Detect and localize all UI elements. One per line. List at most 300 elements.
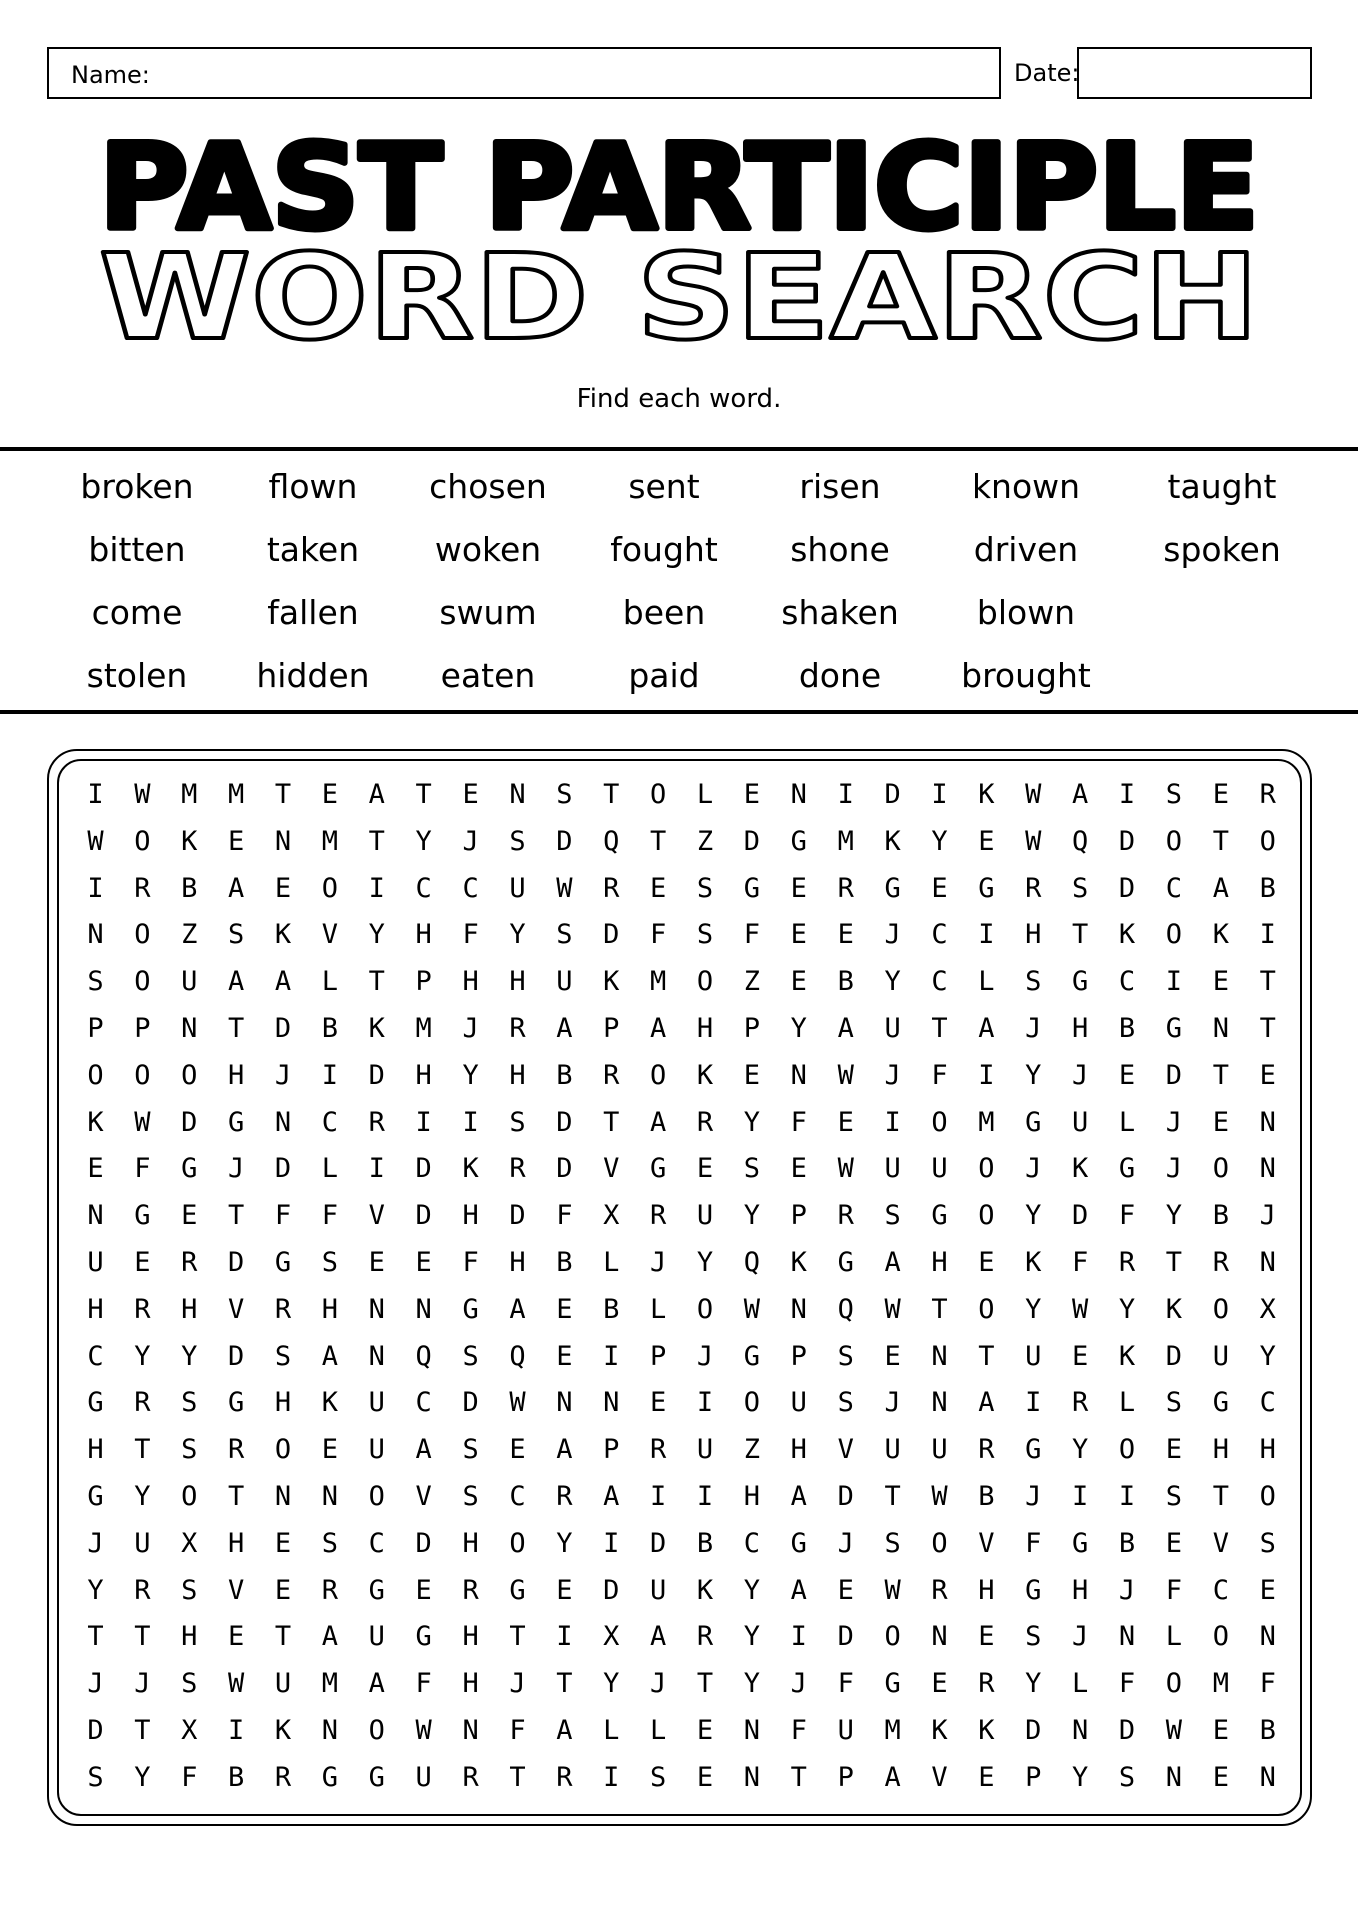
grid-cell[interactable]: B	[227, 1761, 245, 1793]
grid-cell[interactable]: K	[1072, 1153, 1089, 1185]
grid-cell[interactable]: D	[884, 779, 901, 810]
grid-cell[interactable]: P	[87, 1012, 104, 1044]
grid-cell[interactable]: G	[181, 1153, 198, 1185]
grid-cell[interactable]: T	[556, 1668, 573, 1700]
grid-cell[interactable]: G	[790, 1527, 807, 1559]
grid-cell[interactable]: X	[181, 1714, 198, 1746]
grid-cell[interactable]: J	[462, 825, 479, 857]
grid-cell[interactable]: W	[556, 872, 573, 904]
grid-cell[interactable]: N	[321, 1480, 339, 1512]
grid-cell[interactable]: G	[1165, 1012, 1183, 1044]
grid-cell[interactable]: B	[1118, 1012, 1136, 1044]
grid-cell[interactable]: W	[884, 1574, 901, 1606]
grid-cell[interactable]: T	[368, 966, 385, 998]
grid-cell[interactable]: Y	[134, 1480, 151, 1512]
grid-cell[interactable]: E	[790, 872, 807, 904]
grid-cell[interactable]: J	[650, 1246, 667, 1278]
grid-cell[interactable]: K	[1118, 919, 1136, 951]
grid-cell[interactable]: B	[556, 1059, 573, 1091]
grid-cell[interactable]: K	[978, 1714, 995, 1746]
grid-cell[interactable]: G	[1118, 1153, 1136, 1185]
grid-cell[interactable]: T	[1212, 1059, 1229, 1091]
grid-cell[interactable]: E	[931, 872, 948, 904]
grid-cell[interactable]: W	[415, 1714, 432, 1746]
grid-cell[interactable]: H	[274, 1387, 292, 1419]
grid-cell[interactable]: A	[321, 1340, 339, 1372]
grid-cell[interactable]: H	[87, 1434, 104, 1466]
grid-cell[interactable]: N	[931, 1387, 948, 1419]
grid-cell[interactable]: T	[978, 1340, 995, 1372]
grid-cell[interactable]: W	[837, 1059, 854, 1091]
grid-cell[interactable]: W	[134, 1106, 151, 1138]
grid-cell[interactable]: U	[931, 1434, 948, 1466]
grid-cell[interactable]: U	[87, 1246, 104, 1278]
grid-cell[interactable]: O	[181, 1059, 198, 1091]
grid-cell[interactable]: O	[1259, 1480, 1276, 1512]
grid-cell[interactable]: D	[1165, 1059, 1183, 1091]
grid-cell[interactable]: F	[462, 919, 479, 951]
grid-cell[interactable]: E	[274, 1527, 292, 1559]
grid-cell[interactable]: K	[696, 1059, 714, 1091]
grid-cell[interactable]: I	[603, 1761, 620, 1793]
grid-cell[interactable]: Y	[743, 1621, 761, 1653]
grid-cell[interactable]: H	[181, 1621, 198, 1653]
grid-cell[interactable]: T	[1072, 919, 1089, 951]
grid-cell[interactable]: I	[368, 872, 385, 904]
grid-cell[interactable]: M	[978, 1106, 995, 1138]
grid-cell[interactable]: O	[134, 1059, 151, 1091]
grid-cell[interactable]: A	[1212, 872, 1229, 904]
grid-cell[interactable]: N	[415, 1293, 432, 1325]
grid-cell[interactable]: S	[837, 1387, 854, 1419]
grid-cell[interactable]: W	[509, 1387, 526, 1419]
grid-cell[interactable]: D	[1072, 1200, 1089, 1232]
grid-cell[interactable]: P	[650, 1340, 667, 1372]
grid-cell[interactable]: I	[87, 779, 104, 810]
grid-cell[interactable]: S	[181, 1387, 198, 1419]
grid-cell[interactable]: O	[978, 1200, 995, 1232]
grid-cell[interactable]: T	[931, 1012, 948, 1044]
grid-cell[interactable]: V	[978, 1527, 995, 1559]
grid-cell[interactable]: N	[321, 1714, 339, 1746]
grid-cell[interactable]: N	[274, 825, 292, 857]
grid-cell[interactable]: R	[837, 872, 854, 904]
grid-cell[interactable]: N	[743, 1714, 761, 1746]
grid-cell[interactable]: G	[743, 872, 761, 904]
grid-cell[interactable]: O	[931, 1106, 948, 1138]
grid-cell[interactable]: K	[1118, 1340, 1136, 1372]
grid-cell[interactable]: E	[696, 1153, 714, 1185]
grid-cell[interactable]: B	[181, 872, 198, 904]
grid-cell[interactable]: G	[884, 1668, 901, 1700]
grid-cell[interactable]: Q	[415, 1340, 432, 1372]
grid-cell[interactable]: J	[884, 1387, 901, 1419]
grid-cell[interactable]: A	[274, 966, 292, 998]
grid-cell[interactable]: J	[790, 1668, 807, 1700]
grid-cell[interactable]: O	[743, 1387, 761, 1419]
grid-cell[interactable]: C	[87, 1340, 104, 1372]
grid-cell[interactable]: G	[837, 1246, 854, 1278]
grid-cell[interactable]: F	[1118, 1668, 1136, 1700]
grid-cell[interactable]: I	[1118, 779, 1136, 810]
grid-cell[interactable]: K	[462, 1153, 479, 1185]
grid-cell[interactable]: Y	[368, 919, 385, 951]
grid-cell[interactable]: U	[368, 1387, 385, 1419]
grid-cell[interactable]: E	[1212, 1106, 1229, 1138]
grid-cell[interactable]: C	[1118, 966, 1136, 998]
grid-cell[interactable]: G	[134, 1200, 151, 1232]
grid-cell[interactable]: A	[556, 1012, 573, 1044]
grid-cell[interactable]: W	[1165, 1714, 1183, 1746]
grid-cell[interactable]: I	[884, 1106, 901, 1138]
grid-cell[interactable]: K	[274, 1714, 292, 1746]
grid-cell[interactable]: C	[743, 1527, 761, 1559]
grid-cell[interactable]: Q	[743, 1246, 761, 1278]
grid-cell[interactable]: S	[1259, 1527, 1276, 1559]
grid-cell[interactable]: N	[274, 1480, 292, 1512]
grid-cell[interactable]: J	[1165, 1106, 1183, 1138]
grid-cell[interactable]: J	[650, 1668, 667, 1700]
grid-cell[interactable]: S	[884, 1200, 901, 1232]
grid-cell[interactable]: O	[1165, 1668, 1183, 1700]
grid-cell[interactable]: Q	[837, 1293, 854, 1325]
grid-cell[interactable]: E	[415, 1574, 432, 1606]
grid-cell[interactable]: F	[650, 919, 667, 951]
grid-cell[interactable]: T	[1165, 1246, 1183, 1278]
name-field[interactable]	[47, 47, 1001, 99]
grid-cell[interactable]: K	[1165, 1293, 1183, 1325]
grid-cell[interactable]: H	[321, 1293, 339, 1325]
grid-cell[interactable]: H	[743, 1480, 761, 1512]
grid-cell[interactable]: E	[978, 1246, 995, 1278]
grid-cell[interactable]: C	[931, 966, 948, 998]
grid-cell[interactable]: I	[931, 779, 948, 810]
grid-cell[interactable]: Y	[1025, 1668, 1042, 1700]
grid-cell[interactable]: J	[227, 1153, 245, 1185]
grid-cell[interactable]: G	[1025, 1106, 1042, 1138]
grid-cell[interactable]: A	[556, 1714, 573, 1746]
grid-cell[interactable]: I	[978, 919, 995, 951]
grid-cell[interactable]: E	[837, 1106, 854, 1138]
grid-cell[interactable]: R	[227, 1434, 245, 1466]
grid-cell[interactable]: J	[1072, 1059, 1089, 1091]
grid-cell[interactable]: N	[1072, 1714, 1089, 1746]
grid-cell[interactable]: F	[743, 919, 761, 951]
grid-cell[interactable]: A	[227, 966, 245, 998]
grid-cell[interactable]: U	[931, 1153, 948, 1185]
grid-cell[interactable]: P	[743, 1012, 761, 1044]
grid-cell[interactable]: R	[650, 1200, 667, 1232]
grid-cell[interactable]: M	[1212, 1668, 1229, 1700]
grid-cell[interactable]: O	[87, 1059, 104, 1091]
grid-cell[interactable]: W	[1025, 779, 1042, 810]
grid-cell[interactable]: S	[87, 966, 104, 998]
grid-cell[interactable]: N	[462, 1714, 479, 1746]
grid-cell[interactable]: E	[1072, 1340, 1089, 1372]
grid-cell[interactable]: T	[274, 1621, 292, 1653]
grid-cell[interactable]: N	[1259, 1153, 1276, 1185]
grid-cell[interactable]: F	[1165, 1574, 1183, 1606]
grid-cell[interactable]: D	[1118, 872, 1136, 904]
grid-cell[interactable]: N	[1259, 1246, 1276, 1278]
grid-cell[interactable]: D	[650, 1527, 667, 1559]
grid-cell[interactable]: F	[415, 1668, 432, 1700]
grid-cell[interactable]: P	[603, 1012, 620, 1044]
grid-cell[interactable]: S	[227, 919, 245, 951]
grid-cell[interactable]: N	[1259, 1761, 1276, 1793]
grid-cell[interactable]: N	[274, 1106, 292, 1138]
grid-cell[interactable]: T	[790, 1761, 807, 1793]
grid-cell[interactable]: E	[1165, 1527, 1183, 1559]
grid-cell[interactable]: M	[884, 1714, 901, 1746]
grid-cell[interactable]: S	[274, 1340, 292, 1372]
grid-cell[interactable]: V	[415, 1480, 432, 1512]
grid-cell[interactable]: F	[790, 1714, 807, 1746]
grid-cell[interactable]: A	[556, 1434, 573, 1466]
grid-cell[interactable]: E	[274, 1574, 292, 1606]
grid-cell[interactable]: G	[509, 1574, 526, 1606]
grid-cell[interactable]: G	[1025, 1434, 1042, 1466]
grid-cell[interactable]: Q	[509, 1340, 526, 1372]
grid-cell[interactable]: S	[650, 1761, 667, 1793]
grid-cell[interactable]: E	[1259, 1059, 1276, 1091]
grid-cell[interactable]: K	[87, 1106, 104, 1138]
grid-cell[interactable]: N	[790, 1293, 807, 1325]
grid-cell[interactable]: G	[368, 1574, 385, 1606]
grid-cell[interactable]: C	[931, 919, 948, 951]
grid-cell[interactable]: U	[1072, 1106, 1089, 1138]
grid-cell[interactable]: B	[321, 1012, 339, 1044]
grid-cell[interactable]: K	[1212, 919, 1229, 951]
grid-cell[interactable]: J	[509, 1668, 526, 1700]
grid-cell[interactable]: O	[696, 1293, 714, 1325]
grid-cell[interactable]: S	[462, 1480, 479, 1512]
grid-cell[interactable]: A	[884, 1761, 901, 1793]
grid-cell[interactable]: D	[368, 1059, 385, 1091]
grid-cell[interactable]: K	[368, 1012, 385, 1044]
grid-cell[interactable]: W	[1072, 1293, 1089, 1325]
grid-cell[interactable]: Y	[790, 1012, 807, 1044]
grid-cell[interactable]: N	[556, 1387, 573, 1419]
grid-cell[interactable]: C	[462, 872, 479, 904]
grid-cell[interactable]: N	[87, 1200, 104, 1232]
grid-cell[interactable]: K	[274, 919, 292, 951]
grid-cell[interactable]: T	[1212, 825, 1229, 857]
grid-cell[interactable]: S	[1165, 779, 1183, 810]
grid-cell[interactable]: B	[603, 1293, 620, 1325]
grid-cell[interactable]: T	[227, 1480, 245, 1512]
grid-cell[interactable]: B	[696, 1527, 714, 1559]
grid-cell[interactable]: E	[1212, 1761, 1229, 1793]
grid-cell[interactable]: N	[368, 1340, 385, 1372]
grid-cell[interactable]: U	[274, 1668, 292, 1700]
grid-cell[interactable]: T	[1259, 1012, 1276, 1044]
grid-cell[interactable]: Y	[884, 966, 901, 998]
grid-cell[interactable]: R	[368, 1106, 385, 1138]
grid-cell[interactable]: R	[509, 1153, 526, 1185]
grid-cell[interactable]: J	[1025, 1480, 1042, 1512]
grid-cell[interactable]: E	[931, 1668, 948, 1700]
grid-cell[interactable]: A	[650, 1106, 667, 1138]
grid-cell[interactable]: N	[790, 779, 807, 810]
grid-cell[interactable]: Z	[696, 825, 714, 857]
grid-cell[interactable]: V	[321, 919, 339, 951]
grid-cell[interactable]: H	[415, 1059, 432, 1091]
grid-cell[interactable]: D	[87, 1714, 104, 1746]
grid-cell[interactable]: R	[1212, 1246, 1229, 1278]
grid-cell[interactable]: V	[603, 1153, 620, 1185]
grid-cell[interactable]: N	[1259, 1106, 1276, 1138]
grid-cell[interactable]: S	[181, 1668, 198, 1700]
grid-cell[interactable]: T	[884, 1480, 901, 1512]
grid-cell[interactable]: Y	[1072, 1761, 1089, 1793]
grid-cell[interactable]: G	[87, 1387, 104, 1419]
grid-cell[interactable]: U	[650, 1574, 667, 1606]
grid-cell[interactable]: E	[509, 1434, 526, 1466]
grid-cell[interactable]: J	[1259, 1200, 1276, 1232]
grid-cell[interactable]: S	[181, 1574, 198, 1606]
grid-cell[interactable]: Y	[1072, 1434, 1089, 1466]
grid-cell[interactable]: E	[415, 1246, 432, 1278]
grid-cell[interactable]: S	[743, 1153, 761, 1185]
date-field[interactable]	[1077, 47, 1312, 99]
grid-cell[interactable]: A	[884, 1246, 901, 1278]
grid-cell[interactable]: W	[837, 1153, 854, 1185]
grid-cell[interactable]: Y	[1025, 1200, 1042, 1232]
grid-cell[interactable]: N	[931, 1621, 948, 1653]
grid-cell[interactable]: Y	[743, 1106, 761, 1138]
grid-cell[interactable]: T	[603, 1106, 620, 1138]
grid-cell[interactable]: O	[134, 966, 151, 998]
grid-cell[interactable]: I	[978, 1059, 995, 1091]
grid-cell[interactable]: G	[321, 1761, 339, 1793]
grid-cell[interactable]: G	[462, 1293, 479, 1325]
grid-cell[interactable]: G	[884, 872, 901, 904]
grid-cell[interactable]: Y	[1118, 1293, 1136, 1325]
grid-cell[interactable]: R	[978, 1668, 995, 1700]
grid-cell[interactable]: B	[1118, 1527, 1136, 1559]
grid-cell[interactable]: A	[978, 1387, 995, 1419]
grid-cell[interactable]: E	[556, 1293, 573, 1325]
grid-cell[interactable]: X	[1259, 1293, 1276, 1325]
grid-cell[interactable]: R	[134, 872, 151, 904]
grid-cell[interactable]: M	[837, 825, 854, 857]
grid-cell[interactable]: Y	[931, 825, 948, 857]
grid-cell[interactable]: B	[978, 1480, 995, 1512]
grid-cell[interactable]: Y	[743, 1668, 761, 1700]
grid-cell[interactable]: M	[650, 966, 667, 998]
grid-cell[interactable]: O	[1212, 1621, 1229, 1653]
grid-cell[interactable]: T	[509, 1761, 526, 1793]
grid-cell[interactable]: E	[743, 1059, 761, 1091]
grid-cell[interactable]: I	[790, 1621, 807, 1653]
grid-cell[interactable]: Y	[415, 825, 432, 857]
grid-cell[interactable]: S	[696, 872, 714, 904]
grid-cell[interactable]: E	[1212, 779, 1229, 810]
grid-cell[interactable]: D	[1165, 1340, 1183, 1372]
grid-cell[interactable]: H	[462, 1527, 479, 1559]
grid-cell[interactable]: H	[790, 1434, 807, 1466]
grid-cell[interactable]: A	[321, 1621, 339, 1653]
grid-cell[interactable]: H	[1072, 1574, 1089, 1606]
grid-cell[interactable]: B	[556, 1246, 573, 1278]
grid-cell[interactable]: R	[978, 1434, 995, 1466]
grid-cell[interactable]: O	[1259, 825, 1276, 857]
grid-cell[interactable]: D	[837, 1621, 854, 1653]
grid-cell[interactable]: R	[837, 1200, 854, 1232]
grid-cell[interactable]: H	[462, 966, 479, 998]
grid-cell[interactable]: U	[696, 1200, 714, 1232]
grid-cell[interactable]: Y	[509, 919, 526, 951]
grid-cell[interactable]: M	[415, 1012, 432, 1044]
grid-cell[interactable]: Y	[1025, 1293, 1042, 1325]
grid-cell[interactable]: U	[884, 1012, 901, 1044]
grid-cell[interactable]: C	[1212, 1574, 1229, 1606]
grid-cell[interactable]: A	[603, 1480, 620, 1512]
grid-cell[interactable]: D	[415, 1153, 432, 1185]
grid-cell[interactable]: E	[696, 1761, 714, 1793]
grid-cell[interactable]: I	[650, 1480, 667, 1512]
grid-cell[interactable]: O	[181, 1480, 198, 1512]
grid-cell[interactable]: Z	[743, 966, 761, 998]
grid-cell[interactable]: J	[1072, 1621, 1089, 1653]
grid-cell[interactable]: V	[837, 1434, 854, 1466]
grid-cell[interactable]: E	[790, 1153, 807, 1185]
grid-cell[interactable]: I	[1072, 1480, 1089, 1512]
grid-cell[interactable]: K	[884, 825, 901, 857]
grid-cell[interactable]: F	[1118, 1200, 1136, 1232]
grid-cell[interactable]: I	[1165, 966, 1183, 998]
grid-cell[interactable]: J	[274, 1059, 292, 1091]
grid-cell[interactable]: U	[837, 1714, 854, 1746]
grid-cell[interactable]: R	[931, 1574, 948, 1606]
grid-cell[interactable]: J	[134, 1668, 151, 1700]
grid-cell[interactable]: K	[181, 825, 198, 857]
grid-cell[interactable]: J	[1025, 1012, 1042, 1044]
grid-cell[interactable]: N	[87, 919, 104, 951]
grid-cell[interactable]: D	[509, 1200, 526, 1232]
grid-cell[interactable]: I	[368, 1153, 385, 1185]
grid-cell[interactable]: R	[274, 1761, 292, 1793]
grid-cell[interactable]: D	[274, 1012, 292, 1044]
grid-cell[interactable]: I	[837, 779, 854, 810]
grid-cell[interactable]: F	[462, 1246, 479, 1278]
grid-cell[interactable]: L	[1118, 1106, 1136, 1138]
grid-cell[interactable]: O	[134, 919, 151, 951]
grid-cell[interactable]: D	[181, 1106, 198, 1138]
grid-cell[interactable]: D	[603, 1574, 620, 1606]
grid-cell[interactable]: J	[837, 1527, 854, 1559]
grid-cell[interactable]: C	[368, 1527, 385, 1559]
grid-cell[interactable]: F	[837, 1668, 854, 1700]
grid-cell[interactable]: T	[227, 1012, 245, 1044]
grid-cell[interactable]: R	[509, 1012, 526, 1044]
grid-cell[interactable]: J	[462, 1012, 479, 1044]
grid-cell[interactable]: R	[556, 1480, 573, 1512]
grid-cell[interactable]: H	[978, 1574, 995, 1606]
grid-cell[interactable]: Y	[696, 1246, 714, 1278]
grid-cell[interactable]: E	[1118, 1059, 1136, 1091]
grid-cell[interactable]: E	[87, 1153, 104, 1185]
grid-cell[interactable]: N	[181, 1012, 198, 1044]
grid-cell[interactable]: G	[650, 1153, 667, 1185]
grid-cell[interactable]: A	[227, 872, 245, 904]
grid-cell[interactable]: C	[321, 1106, 339, 1138]
grid-cell[interactable]: S	[462, 1340, 479, 1372]
grid-cell[interactable]: S	[837, 1340, 854, 1372]
grid-cell[interactable]: O	[1165, 919, 1183, 951]
grid-cell[interactable]: H	[696, 1012, 714, 1044]
